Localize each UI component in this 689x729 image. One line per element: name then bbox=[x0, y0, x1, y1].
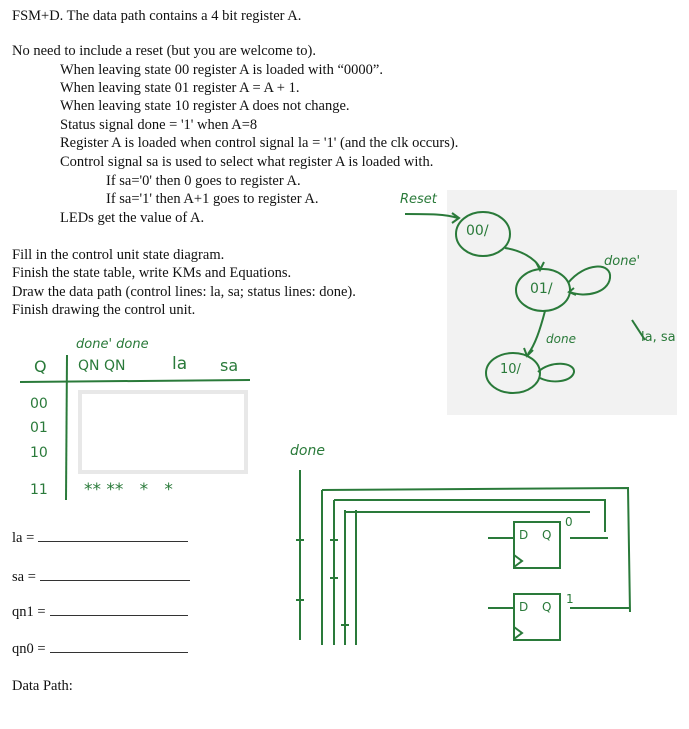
done-label: done bbox=[546, 332, 576, 346]
table-row-10: 10 bbox=[30, 445, 48, 461]
outputs-label: la, sa bbox=[641, 330, 676, 345]
reset-note: No need to include a reset (but you are welcome to). bbox=[12, 43, 316, 59]
spec-line: When leaving state 10 register A does not change. bbox=[60, 98, 350, 114]
feedback-wire-outer bbox=[322, 488, 630, 612]
table-col-qn: QN QN bbox=[78, 358, 126, 374]
reset-label: Reset bbox=[400, 192, 437, 207]
spec-line: Control signal sa is used to select what register A is loaded with. bbox=[60, 154, 434, 170]
table-col-la: la bbox=[172, 354, 188, 374]
ff0-q: Q bbox=[542, 528, 552, 542]
spec-line: Status signal done = '1' when A=8 bbox=[60, 117, 258, 133]
clock-marker bbox=[514, 627, 522, 639]
task-line: Fill in the control unit state diagram. bbox=[12, 247, 225, 263]
eq-la: la = bbox=[12, 530, 188, 547]
leds-line: LEDs get the value of A. bbox=[60, 210, 205, 226]
ff1-bit: 1 bbox=[566, 592, 574, 606]
eq-qn0: qn0 = bbox=[12, 641, 188, 658]
task-line: Finish drawing the control unit. bbox=[12, 302, 196, 318]
state-10-label: 10/ bbox=[500, 362, 521, 377]
ff0-d: D bbox=[519, 528, 529, 542]
task-line: Draw the data path (control lines: la, sa; status lines: done). bbox=[12, 284, 356, 300]
done-not-label: done' bbox=[604, 254, 641, 269]
table-row-11: 11 bbox=[30, 482, 48, 498]
spec-line: When leaving state 01 register A = A + 1. bbox=[60, 80, 300, 96]
ff1-q: Q bbox=[542, 600, 552, 614]
state-01-label: 01/ bbox=[530, 281, 553, 297]
title: FSM+D. The data path contains a 4 bit register A. bbox=[12, 8, 302, 24]
table-col-q: Q bbox=[34, 357, 47, 376]
sub-line: If sa='0' then 0 goes to register A. bbox=[106, 173, 301, 189]
clock-marker bbox=[514, 555, 522, 567]
state-00-label: 00/ bbox=[466, 223, 489, 239]
table-row-00: 00 bbox=[30, 396, 48, 412]
table-header-line bbox=[20, 380, 250, 382]
task-line: Finish the state table, write KMs and Equations. bbox=[12, 265, 292, 281]
eq-sa: sa = bbox=[12, 569, 190, 586]
table-header-top: done' done bbox=[76, 337, 149, 352]
eq-qn1: qn1 = bbox=[12, 604, 188, 621]
table-dont-care: ** ** * * bbox=[84, 480, 173, 500]
cu-done-label: done bbox=[290, 443, 325, 459]
sub-line: If sa='1' then A+1 goes to register A. bbox=[106, 191, 319, 207]
spec-line: Register A is loaded when control signal la = '1' (and the clk occurs). bbox=[60, 135, 459, 151]
ff0-bit: 0 bbox=[565, 515, 573, 529]
data-path-label: Data Path: bbox=[12, 678, 73, 694]
table-col-sa: sa bbox=[220, 356, 239, 375]
table-row-01: 01 bbox=[30, 420, 48, 436]
state-table-answer-area bbox=[82, 394, 244, 470]
spec-line: When leaving state 00 register A is loaded with “0000”. bbox=[60, 62, 383, 78]
table-divider-line bbox=[66, 355, 67, 500]
ff1-d: D bbox=[519, 600, 529, 614]
